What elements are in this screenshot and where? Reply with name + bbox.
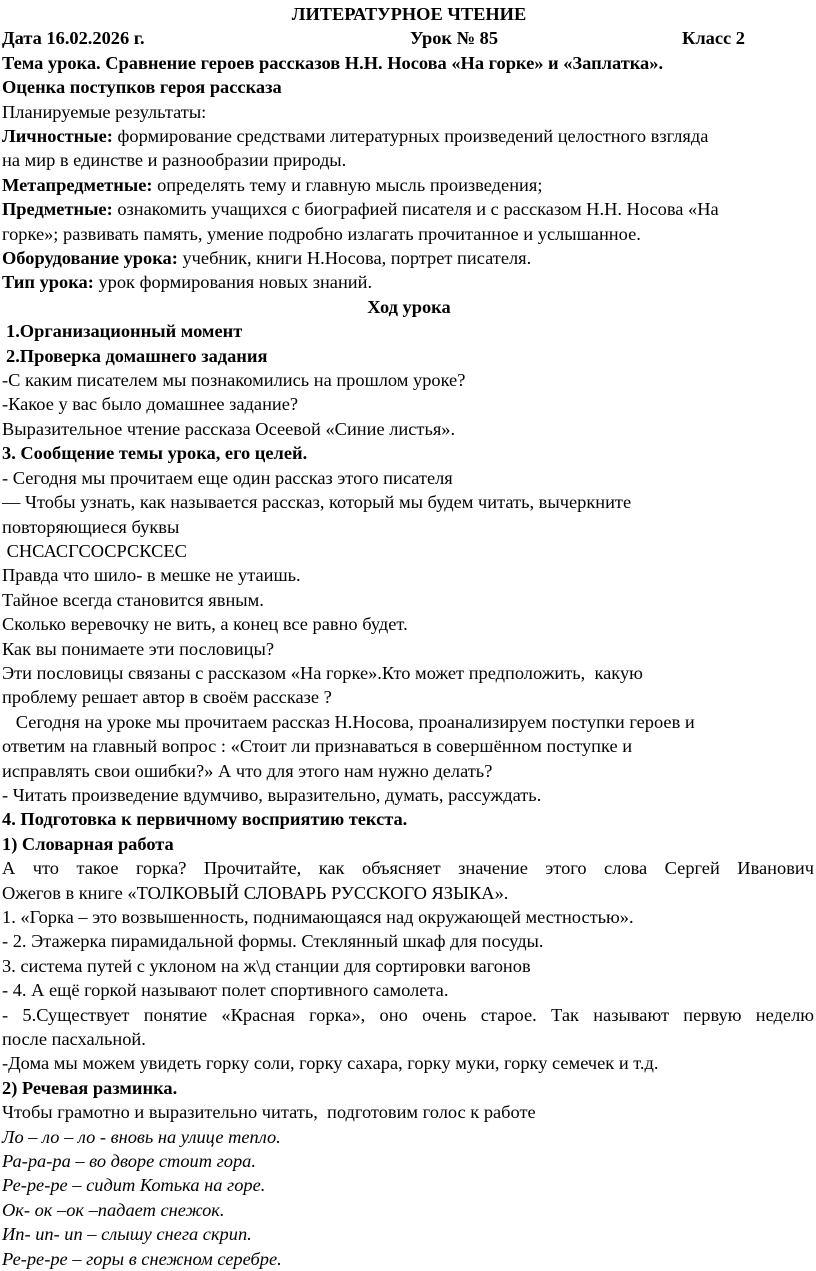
lesson-date: Дата 16.02.2026 г. (2, 28, 145, 49)
meta-label: Метапредметные: (2, 174, 153, 195)
definition: 1. «Горка – это возвышенность, поднимающаяся над окружающей местностью». (2, 907, 634, 928)
lesson-type (2, 270, 816, 294)
equipment-text: учебник, книги Н.Носова, портрет писателя. (177, 248, 532, 269)
text-line: Ожегов в книге «ТОЛКОВЫЙ СЛОВАРЬ РУССКОГО ЯЗЫКА». (2, 882, 509, 903)
section-2-number: 2. (6, 345, 20, 366)
warmup-heading: 2) Речевая разминка. (2, 1077, 178, 1098)
text-line: - Читать произведение вдумчиво, выразительно, думать, рассуждать. (2, 784, 542, 805)
personal-text: формирование средствами литературных произведений целостного взгляда (112, 126, 709, 147)
question-3: Выразительное чтение рассказа Осеевой «Синие листья». (2, 418, 456, 439)
text-line: Как вы понимаете эти пословицы? (2, 638, 274, 659)
section-4-heading: 4. Подготовка к первичному восприятию текста. (2, 809, 408, 830)
text-line: А что такое горка? Прочитайте, как объясняет значение этого слова Сергей Иванович (2, 858, 814, 879)
text-line: Эти пословицы связаны с рассказом «На горке».Кто может предположить, какую (2, 662, 643, 683)
section-3-heading: 3. Сообщение темы урока, его целей. (2, 443, 308, 464)
tongue-twister: Ре-ре-ре – сидит Котька на горе. (2, 1175, 266, 1196)
subject-text: ознакомить учащихся с биографией писателя и с рассказом Н.Н. Носова «На (112, 199, 719, 220)
grade: Класс 2 (682, 28, 745, 49)
equipment-label: Оборудование урока: (2, 248, 178, 269)
lesson-type-label: Тип урока: (2, 272, 94, 293)
proverb: Правда что шило- в мешке не утаишь. (2, 565, 301, 586)
text-line: Чтобы грамотно и выразительно читать, подготовим голос к работе (2, 1102, 536, 1123)
text-line: проблему решает автор в своём рассказе ? (2, 687, 332, 708)
subject-label: Предметные: (2, 199, 113, 220)
question-1: -С каким писателем мы познакомились на прошлом уроке? (2, 370, 466, 391)
section-2-text: Проверка домашнего задания (19, 345, 268, 366)
tongue-twister: Ип- ип- ип – слышу снега скрип. (2, 1224, 252, 1245)
section-1-heading (2, 319, 816, 343)
proverb: Сколько веревочку не вить, а конец все равно будет. (2, 614, 408, 635)
tongue-twister: Ра-ра-ра – во дворе стоит гора. (2, 1151, 256, 1172)
subject-results-cont: горке»; развивать память, умение подробно излагать прочитанное и услышанное. (2, 223, 641, 244)
question-2: -Какое у вас было домашнее задание? (2, 394, 299, 415)
text-line: повторяющиеся буквы (2, 516, 180, 537)
personal-results-cont: на мир в единстве и разнообразии природы. (2, 150, 347, 171)
equipment (2, 246, 816, 270)
text-line: - Сегодня мы прочитаем еще один рассказ этого писателя (2, 467, 453, 488)
text-line: -Дома мы можем увидеть горку соли, горку сахара, горку муки, горку семечек и т.д. (2, 1053, 659, 1074)
topic-line-1: Тема урока. Сравнение героев рассказов Н.Н. Носова «На горке» и «Заплатка». (2, 52, 664, 73)
tongue-twister: Ло – ло – ло - вновь на улице тепло. (2, 1126, 281, 1147)
definition: - 4. А ещё горкой называют полет спортивного самолета. (2, 980, 449, 1001)
definition: - 2. Этажерка пирамидальной формы. Стеклянный шкаф для посуды. (2, 931, 544, 952)
tongue-twister: Ре-ре-ре – горы в снежном серебре. (2, 1248, 282, 1269)
section-1-text: Организационный момент (19, 321, 243, 342)
definition: 3. система путей с уклоном на ж\д станции для сортировки вагонов (2, 955, 531, 976)
personal-results (2, 124, 816, 148)
course-title: Ход урока (367, 296, 451, 317)
subject-title: ЛИТЕРАТУРНОЕ ЧТЕНИЕ (291, 4, 527, 24)
letter-puzzle: СНСАСГСОСРСКСЕС (2, 540, 187, 561)
meta-text: определять тему и главную мысль произведения; (152, 174, 543, 195)
text-line: ответим на главный вопрос : «Стоит ли признаваться в совершённом поступке и (2, 736, 633, 757)
proverb: Тайное всегда становится явным. (2, 589, 264, 610)
meta-results (2, 173, 816, 197)
lesson-type-text: урок формирования новых знаний. (93, 272, 373, 293)
text-line: исправлять свои ошибки?» А что для этого нам нужно делать? (2, 760, 493, 781)
subject-results (2, 197, 816, 221)
definition-cont: после пасхальной. (2, 1029, 146, 1050)
date-line (2, 26, 816, 50)
tongue-twister: Ок- ок –ок –падает снежок. (2, 1199, 225, 1220)
topic-line-2: Оценка поступков героя рассказа (2, 77, 282, 98)
text-line: Сегодня на уроке мы прочитаем рассказ Н.Носова, проанализируем поступки героев и (2, 711, 695, 732)
vocabulary-heading: 1) Словарная работа (2, 833, 174, 854)
text-line: — Чтобы узнать, как называется рассказ, который мы будем читать, вычеркните (2, 492, 632, 513)
section-2-heading (2, 344, 816, 368)
definition: - 5.Существует понятие «Красная горка», оно очень старое. Так называют первую неделю (2, 1004, 814, 1025)
results-heading: Планируемые результаты: (2, 101, 207, 122)
lesson-number: Урок № 85 (410, 28, 499, 49)
section-1-number: 1. (6, 321, 20, 342)
personal-label: Личностные: (2, 126, 113, 147)
